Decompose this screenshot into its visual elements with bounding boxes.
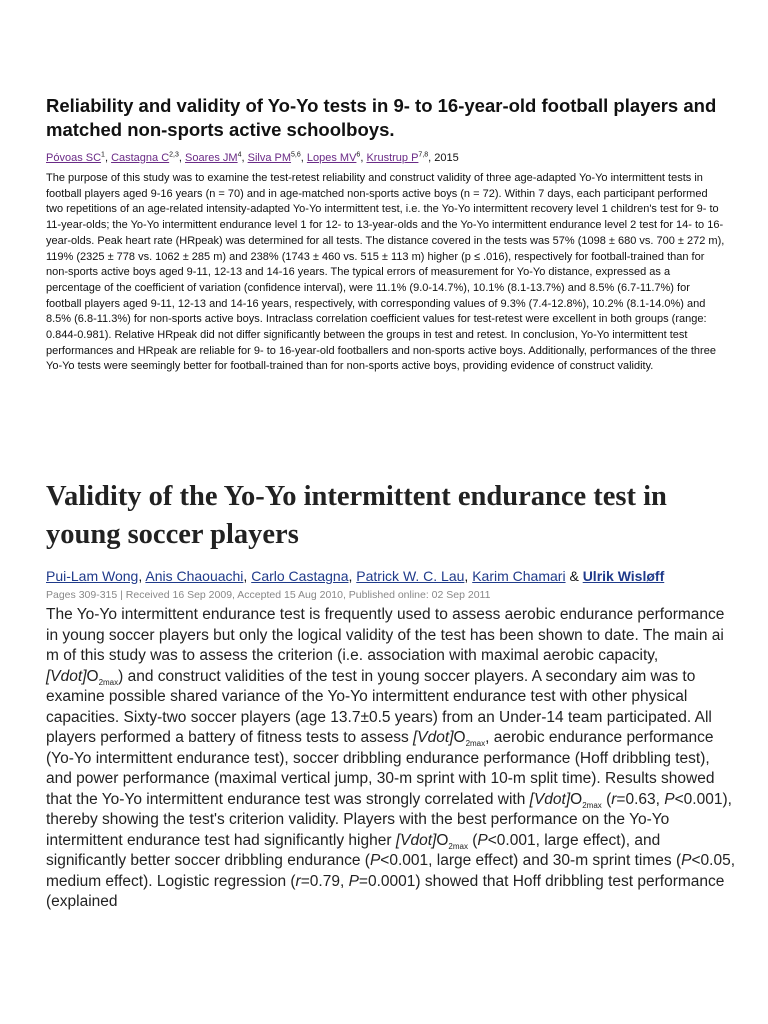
article-2-title: Validity of the Yo-Yo intermittent endurance test in young soccer players <box>46 481 667 550</box>
article-2-meta: Pages 309-315 | Received 16 Sep 2009, Accepted 15 Aug 2010, Published online: 02 Sep 2011 <box>46 589 491 601</box>
author-affiliation: 1 <box>101 151 105 159</box>
author-link[interactable]: Krustrup P <box>366 152 419 164</box>
author-link[interactable]: Patrick W. C. Lau <box>356 568 465 584</box>
author-link-last[interactable]: Ulrik Wisløff <box>582 568 665 584</box>
article-1 <box>46 94 726 375</box>
author-link[interactable]: Carlo Castagna <box>251 568 349 584</box>
author-link[interactable]: Silva PM <box>247 152 292 164</box>
article-2 <box>46 478 736 913</box>
article-2-authors: Pui-Lam Wong, Anis Chaouachi, Carlo Castagna, Patrick W. C. Lau, Karim Chamari & Ulrik Wisløff <box>46 568 665 584</box>
author-link[interactable]: Pui-Lam Wong <box>46 568 139 584</box>
author-link[interactable]: Anis Chaouachi <box>145 568 244 584</box>
article-1-title: Reliability and validity of Yo-Yo tests in 9- to 16-year-old football players and matched non-sports active schoolboys. <box>46 95 717 140</box>
author-link[interactable]: Karim Chamari <box>472 568 566 584</box>
author-link[interactable]: Soares JM <box>185 152 238 164</box>
publication-year: 2015 <box>434 152 459 164</box>
author-link[interactable]: Lopes MV <box>306 152 357 164</box>
author-affiliation: 2,3 <box>169 151 179 159</box>
author-affiliation: 5,6 <box>291 151 301 159</box>
author-affiliation: 4 <box>237 151 242 159</box>
author-link[interactable]: Castagna C <box>111 152 170 164</box>
article-1-authors: Póvoas $SC^1$, Castagna C$^{2,3}$, Soares $JM^4$, Silva PM$^{5,6}$, Lopes $MV^6$, Krustrup P$^{7,8}$, 2015 <box>46 151 459 164</box>
author-affiliation: 6 <box>356 151 361 159</box>
author-link[interactable]: Póvoas SC <box>46 152 102 164</box>
article-1-abstract: The purpose of this study was to examine the test-retest reliability and construct validity of three age-adapted Yo-Yo intermittent tests in football players aged 9-16 years (n = 70) and in age-matched non-sports active boys (n = 72). Within 7 days, each participant performed two repetitions of an age-related intensity-adapted Yo-Yo intermittent test, i.e. the Yo-Yo intermittent recovery level 1 children's test for 9- to 11-year-olds; the Yo-Yo intermittent endurance level 1 for 12- to 13-year-olds and the Yo-Yo intermittent endurance level 2 test for 14- to 16-year-olds. Peak heart rate (HRpeak) was determined for all tests. The distance covered in the tests was 57% (1098 ± 680 vs. 700 ± 272 m), 119% (2325 ± 778 vs. 1062 ± 285 m) and 238% (1743 ± 460 vs. 515 ± 113 m) higher (p ≤ .016), respectively for football-trained than for non-sports active boys aged 9-11, 12-13 and 14-16 years. The typical errors of measurement for Yo-Yo distance, expressed as a percentage of the coefficient of variation (confidence interval), were 11.1% (9.0-14.7%), 10.1% (8.1-13.7%) and 8.5% (6.7-11.7%) for football players aged 9-11, 12-13 and 14-16 years, respectively, with corresponding values of 9.3% (7.4-12.8%), 10.2% (8.1-14.0%) and 8.5% (6.8-11.3%) for non-sports active boys. Intraclass correlation coefficient values for test-retest were excellent in both groups (range: 0.844-0.981). Relative HRpeak did not differ significantly between the groups in test and retest. In conclusion, Yo-Yo intermittent test performances and HRpeak are reliable for 9- to 16-year-old footballers and non-sports active boys. Additionally, performances of the three Yo-Yo tests were seemingly better for football-trained than for non-sports active boys, providing evidence of construct validity. <box>46 172 725 373</box>
article-2-abstract: The Yo-Yo intermittent endurance test is frequently used to assess aerobic endurance performance in young soccer players but only the logical validity of the test has been shown to date. The main ai m of this study was to assess the criterion (i.e. association with maximal aerobic capacity, $[Vdot]O_{2max}$) and construct validities of the test in young soccer players. A secondary aim was to examine possible shared variance of the Yo-Yo intermittent endurance test with other physical capacities. Sixty-two soccer players (age 13.7±0.5 years) from an Under-14 team participated. All players performed a battery of fitness tests to assess $[Vdot]O_{2max}$, aerobic endurance performance (Yo-Yo intermittent endurance test), soccer dribbling endurance performance (Hoff dribbling test), and power performance (maximal vertical jump, 30-m sprint with 10-m split time). Results showed that the Yo-Yo intermittent endurance test was strongly correlated with $[Vdot]O_{2max}$ (r=0.63, P<0.001), thereby showing the test's criterion validity. Players with the best performance on the Yo-Yo intermittent endurance test had significantly higher $[Vdot]O_{2max}$ (P<0.001, large effect), and significantly better soccer dribbling endurance (P<0.001, large effect) and 30-m sprint times (P<0.05, medium effect). Logistic regression (r=0.79, P=0.0001) showed that Hoff dribbling test performance (explained <box>46 606 735 910</box>
author-affiliation: 7,8 <box>418 151 429 159</box>
